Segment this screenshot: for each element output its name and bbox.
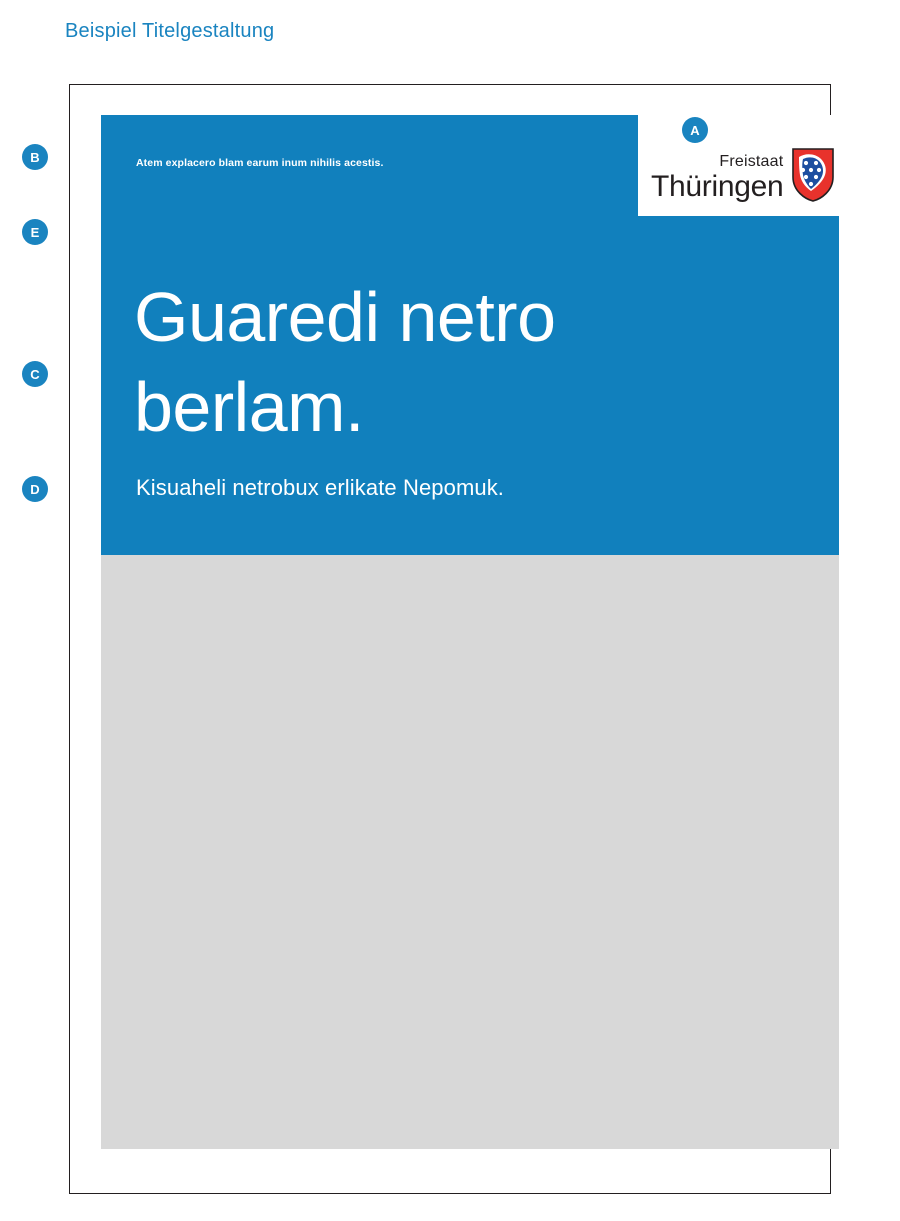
- image-placeholder: [101, 555, 839, 1149]
- cover-band: [101, 115, 839, 555]
- cover-kicker-text: Atem explacero blam earum inum nihilis acestis.: [136, 157, 384, 169]
- logo-wordmark: [651, 154, 783, 204]
- annotation-marker-e-label: E: [30, 224, 40, 240]
- page-title: Beispiel Titelgestaltung: [65, 20, 275, 42]
- annotation-marker-b-label: B: [30, 149, 40, 165]
- annotation-marker-a: [682, 117, 708, 143]
- annotation-marker-e: [22, 219, 48, 245]
- thuringia-coat-of-arms-icon: [791, 147, 835, 203]
- logo-word-freistaat: Freistaat: [719, 153, 784, 170]
- cover-subline: Kisuaheli netrobux erlikate Nepomuk.: [136, 475, 505, 500]
- annotation-marker-b: [22, 144, 48, 170]
- logo-block: [638, 115, 839, 216]
- annotation-marker-c: [22, 361, 48, 387]
- annotation-marker-d-label: D: [30, 481, 40, 497]
- annotation-marker-a-label: A: [690, 122, 700, 138]
- annotation-marker-c-label: C: [30, 366, 40, 382]
- annotation-marker-d: [22, 476, 48, 502]
- logo-word-thueringen: Thüringen: [651, 170, 784, 203]
- cover-headline: Guaredi netro berlam.: [134, 278, 556, 446]
